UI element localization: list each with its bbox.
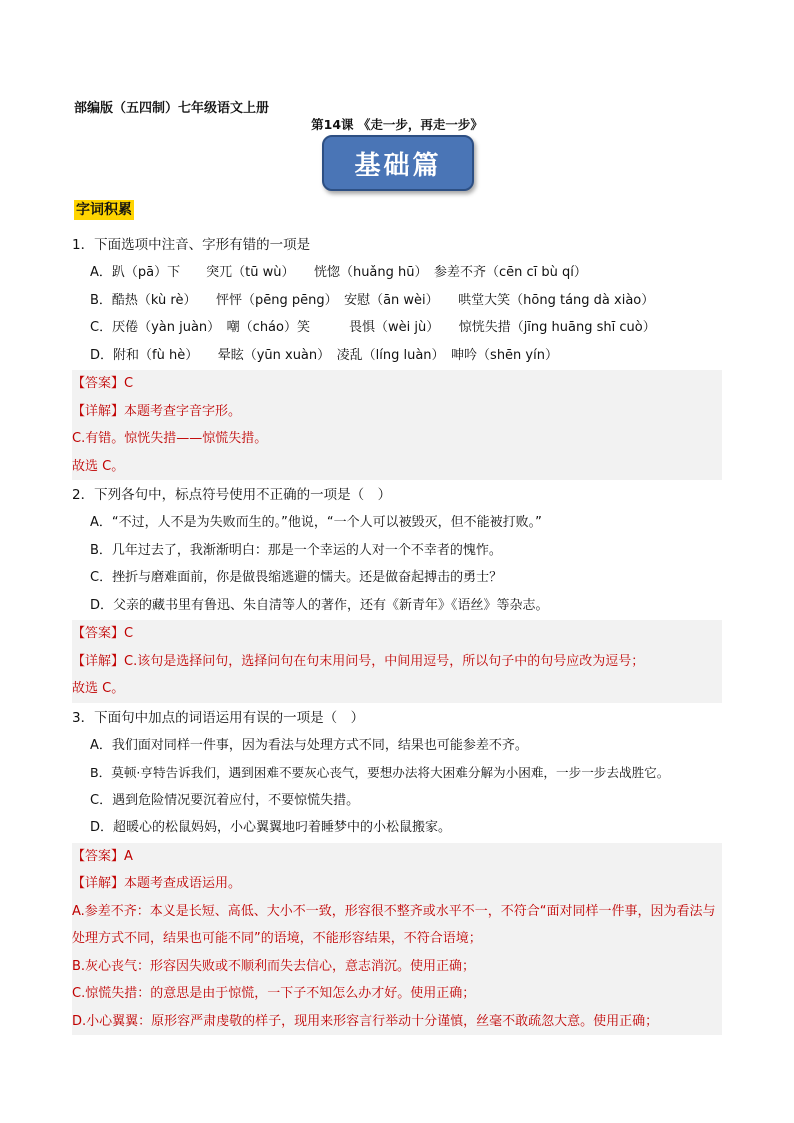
section-heading: 字词积累 — [76, 202, 132, 218]
detail-line — [72, 870, 722, 898]
answer-value: A — [124, 848, 133, 864]
conclusion-line: 故选 C。 — [72, 681, 125, 696]
detail-tag: 【详解】 — [72, 403, 125, 419]
explanation-line-a: A.参差不齐：本义是长短、高低、大小不一致，形容很不整齐或水平不一，不符合“面对同样一件事，因为看法与处理方式不同，结果也可能不同”的语境，不能形容结果，不符合语境； — [72, 903, 716, 946]
option-d: D．附和（fù hè） 晕眩（yūn xuàn） 凌乱（líng luàn） 呻吟（shēn yín） — [90, 347, 558, 363]
option-d: D．父亲的藏书里有鲁迅、朱自清等人的著作，还有《新青年》《语丝》等杂志。 — [90, 597, 549, 613]
answer-block — [72, 370, 722, 480]
answer-value: C — [124, 626, 134, 641]
lesson-title: 第14课 《走一步，再走一步》 — [311, 117, 483, 132]
question-1 — [72, 232, 722, 480]
explanation-line-d: D.小心翼翼：原形容严肃虔敬的样子，现用来形容言行举动十分谨慎，丝毫不敢疏忽大意。使用正确； — [72, 1013, 659, 1029]
option-a: A．“不过，人不是为失败而生的。”他说，“一个人可以被毁灭，但不能被打败。” — [90, 515, 542, 530]
question-2 — [72, 482, 722, 703]
explanation-line-b: B.灰心丧气：形容因失败或不顺利而失去信心，意志消沉。使用正确； — [72, 958, 476, 974]
answer-tag: 【答案】 — [72, 376, 125, 391]
option-a: A．我们面对同样一件事，因为看法与处理方式不同，结果也可能参差不齐。 — [90, 737, 528, 753]
explanation-line: C.有错。惊恍失措——惊慌失措。 — [72, 431, 268, 446]
answer-tag: 【答案】 — [72, 626, 125, 641]
answer-tag: 【答案】 — [72, 848, 125, 864]
question-stem: 1．下面选项中注音、字形有错的一项是 — [72, 237, 311, 253]
answer-block — [72, 843, 722, 1036]
question-3 — [72, 705, 722, 1036]
detail-text: C.该句是选择问句，选择问句在句末用问号，中间用逗号，所以句子中的句号应改为逗号； — [124, 653, 645, 669]
question-stem: 2．下列各句中，标点符号使用不正确的一项是（ ） — [72, 487, 392, 503]
explanation-line-c: C.惊慌失措：的意思是由于惊慌，一下子不知怎么办才好。使用正确； — [72, 986, 476, 1001]
answer-value: C — [124, 376, 134, 391]
detail-tag: 【详解】 — [72, 653, 125, 669]
option-c: C．厌倦（yàn juàn） 嘲（cháo）笑 畏惧（wèi jù） 惊恍失措（jīng huāng shī cuò） — [90, 320, 656, 335]
option-c: C．挫折与磨难面前，你是做畏缩逃避的懦夫。还是做奋起搏击的勇士？ — [90, 570, 503, 585]
answer-line — [72, 843, 722, 871]
question-stem: 3．下面句中加点的词语运用有误的一项是（ ） — [72, 709, 365, 726]
detail-tag: 【详解】 — [72, 876, 125, 891]
option-b: B．莫顿·亨特告诉我们，遇到困难不要灰心丧气，要想办法将大困难分解为小困难，一步一步去战胜它。 — [90, 765, 670, 780]
answer-block — [72, 620, 722, 703]
conclusion-line: 故选 C。 — [72, 458, 125, 474]
option-b: B．酷热（kù rè） 怦怦（pēng pēng） 安慰（ān wèi） 哄堂大笑（hōng táng dà xiào） — [90, 292, 655, 308]
detail-line — [72, 648, 722, 676]
section-banner — [322, 135, 474, 191]
textbook-title: 部编版（五四制）七年级语文上册 — [74, 101, 270, 116]
answer-line — [72, 620, 722, 648]
detail-text: 本题考查字音字形。 — [124, 403, 242, 419]
detail-text: 本题考查成语运用。 — [124, 876, 242, 891]
answer-line — [72, 370, 722, 398]
question-list — [72, 232, 722, 1037]
detail-line — [72, 398, 722, 426]
option-b: B．几年过去了，我渐渐明白：那是一个幸运的人对一个不幸者的愧怍。 — [90, 542, 502, 558]
banner-label: 基础篇 — [354, 150, 442, 181]
option-c: C．遇到危险情况要沉着应付，不要惊慌失措。 — [90, 792, 360, 808]
option-a: A．趴（pā）下 突兀（tū wù） 恍惚（huǎng hū） 参差不齐（cēn cī bù qí） — [90, 265, 587, 280]
option-d: D．超暖心的松鼠妈妈，小心翼翼地叼着睡梦中的小松鼠搬家。 — [90, 820, 452, 835]
